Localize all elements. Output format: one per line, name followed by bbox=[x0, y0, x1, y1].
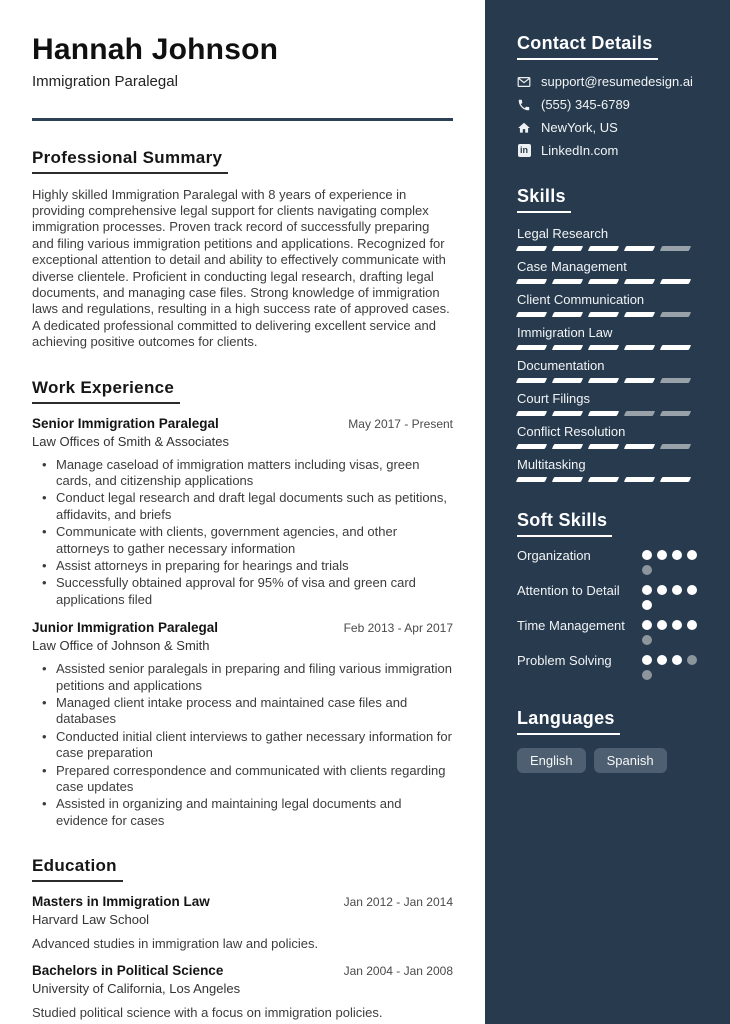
skill-bar-segment bbox=[588, 279, 619, 284]
skill-bar-segment bbox=[624, 279, 655, 284]
bullet-item: • Communicate with clients, government agencies, and other attorneys to gather necessary information bbox=[56, 524, 453, 557]
skill-item bbox=[517, 259, 700, 284]
language-pill: English bbox=[517, 748, 586, 773]
header bbox=[32, 34, 453, 90]
contact-section bbox=[517, 33, 700, 158]
soft-skill-label: Time Management bbox=[517, 618, 625, 633]
education-header bbox=[32, 894, 453, 909]
skill-bar bbox=[517, 444, 700, 449]
school-name: Harvard Law School bbox=[32, 912, 150, 928]
soft-skill-item bbox=[517, 582, 700, 610]
header-divider bbox=[32, 118, 453, 121]
soft-skill-label: Problem Solving bbox=[517, 653, 612, 668]
skill-bar-segment bbox=[516, 411, 547, 416]
rating-dot bbox=[687, 655, 697, 665]
languages-section bbox=[517, 708, 700, 773]
soft-skills-list bbox=[517, 547, 700, 680]
skill-bar-segment bbox=[552, 345, 583, 350]
job-bullets bbox=[32, 661, 453, 829]
rating-dot bbox=[642, 670, 652, 680]
rating-dot bbox=[642, 565, 652, 575]
soft-skill-label: Organization bbox=[517, 548, 591, 563]
experience-heading: Work Experience bbox=[32, 378, 180, 404]
skill-bar-segment bbox=[660, 279, 691, 284]
rating-dot bbox=[642, 585, 652, 595]
soft-skill-item bbox=[517, 617, 700, 645]
rating-dot bbox=[672, 620, 682, 630]
job-entry bbox=[32, 620, 453, 829]
home-icon bbox=[517, 121, 531, 135]
rating-dot bbox=[657, 620, 667, 630]
skill-bar-segment bbox=[516, 246, 547, 251]
skill-bar bbox=[517, 312, 700, 317]
bullet-item: • Assisted senior paralegals in preparing and filing various immigration petitions and applications bbox=[56, 661, 453, 694]
contact-list bbox=[517, 74, 700, 158]
soft-skill-rating bbox=[642, 547, 700, 575]
skill-bar-segment bbox=[660, 345, 691, 350]
rating-dot bbox=[642, 620, 652, 630]
rating-dot bbox=[657, 585, 667, 595]
envelope-icon bbox=[517, 75, 531, 89]
skill-label: Court Filings bbox=[517, 391, 590, 406]
language-list bbox=[517, 748, 700, 773]
education-entry bbox=[32, 894, 453, 951]
skill-bar-segment bbox=[624, 444, 655, 449]
skill-label: Case Management bbox=[517, 259, 627, 274]
contact-text: NewYork, US bbox=[541, 120, 618, 135]
education-dates: Jan 2012 - Jan 2014 bbox=[343, 895, 453, 910]
skill-bar bbox=[517, 345, 700, 350]
rating-dot bbox=[657, 550, 667, 560]
education-entry bbox=[32, 963, 453, 1020]
skill-bar-segment bbox=[660, 477, 691, 482]
bullet-item: • Managed client intake process and maintained case files and databases bbox=[56, 695, 453, 728]
skill-bar-segment bbox=[660, 444, 691, 449]
soft-skill-rating bbox=[642, 582, 700, 610]
person-name: Hannah Johnson bbox=[32, 33, 279, 66]
skill-bar-segment bbox=[552, 246, 583, 251]
languages-heading: Languages bbox=[517, 708, 620, 735]
bullet-item: • Conduct legal research and draft legal documents such as petitions, affidavits, and briefs bbox=[56, 490, 453, 523]
skill-bar-segment bbox=[624, 378, 655, 383]
job-company: Law Offices of Smith & Associates bbox=[32, 433, 230, 449]
sidebar bbox=[485, 0, 730, 1024]
bullet-item: • Successfully obtained approval for 95% of visa and green card applications filed bbox=[56, 575, 453, 608]
skill-item bbox=[517, 292, 700, 317]
skill-bar-segment bbox=[660, 378, 691, 383]
soft-skill-item bbox=[517, 547, 700, 575]
skill-bar-segment bbox=[588, 477, 619, 482]
bullet-item: • Manage caseload of immigration matters including visas, green cards, and citizenship applications bbox=[56, 457, 453, 490]
contact-text: support@resumedesign.ai bbox=[541, 74, 693, 89]
education-description: Studied political science with a focus on immigration policies. bbox=[32, 1005, 383, 1021]
skill-bar-segment bbox=[624, 345, 655, 350]
education-section bbox=[32, 856, 453, 1020]
skills-heading: Skills bbox=[517, 186, 571, 213]
language-pill: Spanish bbox=[594, 748, 667, 773]
education-list bbox=[32, 894, 453, 1020]
skill-bar bbox=[517, 279, 700, 284]
skill-item bbox=[517, 325, 700, 350]
degree-title: Masters in Immigration Law bbox=[32, 894, 210, 910]
rating-dot bbox=[687, 550, 697, 560]
skill-item bbox=[517, 391, 700, 416]
linkedin-icon bbox=[517, 144, 531, 158]
skill-label: Multitasking bbox=[517, 457, 586, 472]
rating-dot bbox=[672, 655, 682, 665]
skill-bar-segment bbox=[516, 312, 547, 317]
job-company: Law Office of Johnson & Smith bbox=[32, 638, 210, 654]
skill-bar-segment bbox=[516, 345, 547, 350]
education-dates: Jan 2004 - Jan 2008 bbox=[343, 964, 453, 979]
job-header bbox=[32, 620, 453, 635]
education-header bbox=[32, 963, 453, 978]
rating-dot bbox=[657, 655, 667, 665]
school-name: University of California, Los Angeles bbox=[32, 981, 241, 997]
skill-bar-segment bbox=[552, 312, 583, 317]
skills-list bbox=[517, 226, 700, 482]
skill-bar-segment bbox=[660, 411, 691, 416]
skill-bar-segment bbox=[552, 477, 583, 482]
skill-label: Legal Research bbox=[517, 226, 609, 241]
skill-bar-segment bbox=[552, 444, 583, 449]
skill-item bbox=[517, 457, 700, 482]
experience-section bbox=[32, 378, 453, 830]
skills-section bbox=[517, 186, 700, 482]
contact-item bbox=[517, 97, 700, 112]
skill-item bbox=[517, 226, 700, 251]
soft-skill-rating bbox=[642, 652, 700, 680]
skill-bar-segment bbox=[588, 411, 619, 416]
job-list bbox=[32, 416, 453, 830]
rating-dot bbox=[687, 585, 697, 595]
job-title: Senior Immigration Paralegal bbox=[32, 415, 219, 431]
job-entry bbox=[32, 416, 453, 609]
rating-dot bbox=[642, 550, 652, 560]
skill-bar-segment bbox=[552, 411, 583, 416]
rating-dot bbox=[642, 655, 652, 665]
skill-bar-segment bbox=[660, 246, 691, 251]
bullet-item: • Conducted initial client interviews to gather necessary information for case preparation bbox=[56, 729, 453, 762]
soft-skill-rating bbox=[642, 617, 700, 645]
contact-text: LinkedIn.com bbox=[541, 143, 619, 158]
person-job-title: Immigration Paralegal bbox=[32, 72, 178, 90]
summary-heading: Professional Summary bbox=[32, 148, 228, 174]
skill-bar-segment bbox=[660, 312, 691, 317]
skill-bar-segment bbox=[624, 246, 655, 251]
skill-item bbox=[517, 424, 700, 449]
skill-bar bbox=[517, 246, 700, 251]
job-bullets bbox=[32, 457, 453, 609]
skill-bar-segment bbox=[516, 477, 547, 482]
job-dates: Feb 2013 - Apr 2017 bbox=[343, 621, 453, 636]
skill-bar-segment bbox=[588, 246, 619, 251]
skill-bar bbox=[517, 411, 700, 416]
skill-bar-segment bbox=[624, 312, 655, 317]
summary-section bbox=[32, 148, 453, 351]
skill-item bbox=[517, 358, 700, 383]
skill-bar-segment bbox=[516, 444, 547, 449]
skill-label: Conflict Resolution bbox=[517, 424, 626, 439]
bullet-item: • Assisted in organizing and maintaining legal documents and evidence for cases bbox=[56, 796, 453, 829]
skill-bar-segment bbox=[516, 378, 547, 383]
soft-skills-section bbox=[517, 510, 700, 680]
summary-text: Highly skilled Immigration Paralegal with 8 years of experience in providing comprehensive legal support for clients navigating complex immigration processes. Proven track record of successfully preparing and filing various immigration petitions and applications. Recognized for exceptional attention to detail and ability to effectively communicate with diverse clientele. Proficient in conducting legal research, drafting legal documents, and managing case files. Strong knowledge of immigration laws and regulations, resulting in a high success rate of approved cases. A dedicated professional committed to delivering excellent service and achieving positive outcomes for clients. bbox=[32, 186, 450, 350]
soft-skill-label: Attention to Detail bbox=[517, 583, 620, 598]
skill-bar-segment bbox=[516, 279, 547, 284]
skill-bar bbox=[517, 477, 700, 482]
skill-label: Documentation bbox=[517, 358, 605, 373]
job-title: Junior Immigration Paralegal bbox=[32, 620, 219, 636]
contact-item bbox=[517, 74, 700, 89]
job-dates: May 2017 - Present bbox=[348, 416, 453, 431]
soft-skill-item bbox=[517, 652, 700, 680]
skill-bar-segment bbox=[552, 279, 583, 284]
education-heading: Education bbox=[32, 856, 123, 882]
rating-dot bbox=[687, 620, 697, 630]
skill-bar-segment bbox=[588, 378, 619, 383]
job-header bbox=[32, 416, 453, 431]
skill-bar-segment bbox=[588, 345, 619, 350]
phone-icon bbox=[517, 98, 531, 112]
contact-heading: Contact Details bbox=[517, 33, 658, 60]
skill-bar bbox=[517, 378, 700, 383]
skill-bar-segment bbox=[588, 312, 619, 317]
rating-dot bbox=[672, 585, 682, 595]
skill-bar-segment bbox=[552, 378, 583, 383]
skill-bar-segment bbox=[624, 411, 655, 416]
degree-title: Bachelors in Political Science bbox=[32, 963, 224, 979]
contact-text: (555) 345-6789 bbox=[541, 97, 630, 112]
education-description: Advanced studies in immigration law and policies. bbox=[32, 936, 319, 952]
contact-item bbox=[517, 143, 700, 158]
skill-label: Immigration Law bbox=[517, 325, 613, 340]
skill-bar-segment bbox=[588, 444, 619, 449]
contact-item bbox=[517, 120, 700, 135]
bullet-item: • Assist attorneys in preparing for hearings and trials bbox=[56, 558, 453, 574]
skill-bar-segment bbox=[624, 477, 655, 482]
rating-dot bbox=[672, 550, 682, 560]
rating-dot bbox=[642, 600, 652, 610]
skill-label: Client Communication bbox=[517, 292, 645, 307]
soft-skills-heading: Soft Skills bbox=[517, 510, 612, 537]
linkedin-icon: in bbox=[518, 144, 531, 157]
bullet-item: • Prepared correspondence and communicated with clients regarding case updates bbox=[56, 763, 453, 796]
rating-dot bbox=[642, 635, 652, 645]
